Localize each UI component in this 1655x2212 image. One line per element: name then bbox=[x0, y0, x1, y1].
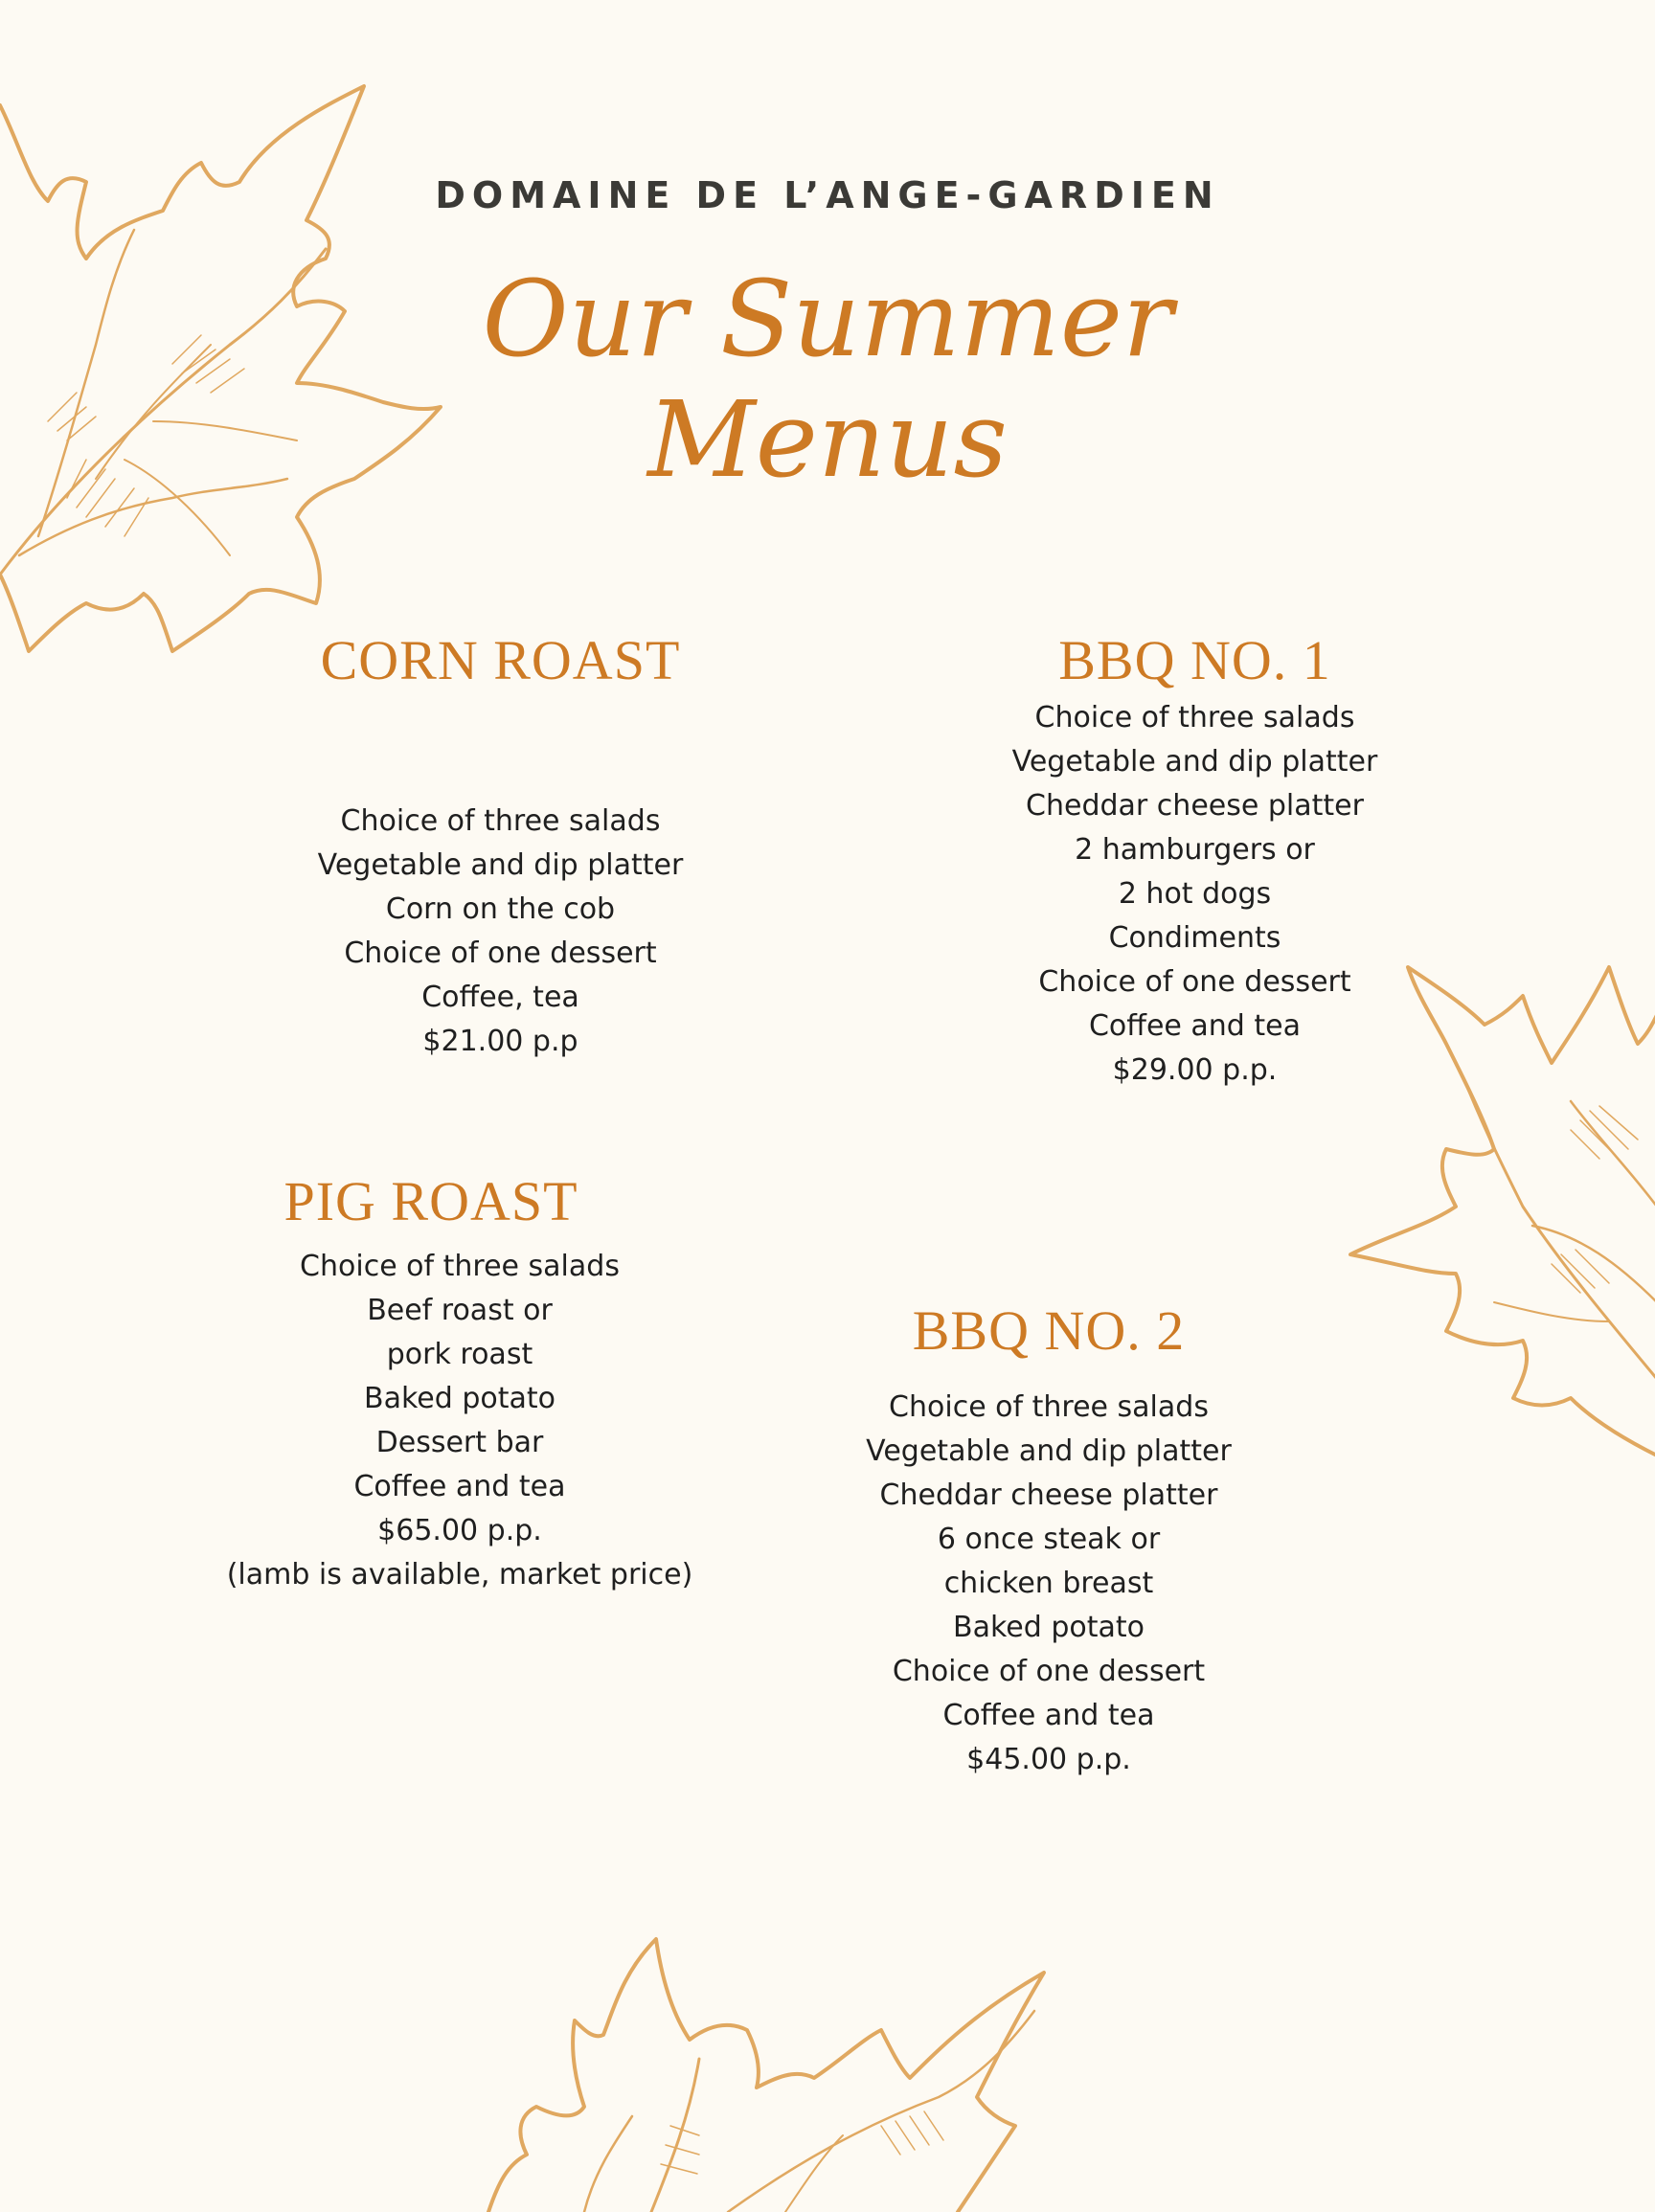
menu-items bbox=[239, 800, 761, 1064]
menu-item: Coffee and tea bbox=[1088, 1009, 1301, 1043]
menu-note: (lamb is available, market price) bbox=[226, 1558, 693, 1591]
menu-item: 2 hot dogs bbox=[1118, 877, 1272, 911]
menu-item: chicken breast bbox=[943, 1567, 1154, 1600]
menu-item: Baked potato bbox=[364, 1382, 555, 1415]
menu-item: Cheddar cheese platter bbox=[1026, 789, 1364, 823]
menu-bbq-1 bbox=[967, 627, 1422, 1093]
menu-item: Choice of three salads bbox=[889, 1390, 1209, 1424]
menu-item: Choice of one dessert bbox=[892, 1655, 1206, 1688]
title-line-2: Menus bbox=[647, 378, 1008, 501]
maple-leaf-icon bbox=[479, 1934, 1073, 2212]
menu-pig-roast bbox=[211, 1168, 709, 1597]
menu-items bbox=[843, 1386, 1255, 1782]
title-line-1: Our Summer bbox=[482, 258, 1173, 380]
menu-corn-roast bbox=[239, 627, 761, 1064]
menu-items bbox=[211, 1245, 709, 1597]
estate-name: DOMAINE DE L’ANGE-GARDIEN bbox=[435, 174, 1220, 216]
menu-item: Vegetable and dip platter bbox=[1011, 745, 1378, 779]
page-title bbox=[0, 259, 1655, 500]
menu-price: $45.00 p.p. bbox=[966, 1743, 1131, 1776]
menu-price: $21.00 p.p bbox=[422, 1025, 578, 1058]
menu-price: $65.00 p.p. bbox=[377, 1514, 542, 1547]
menu-item: Coffee and tea bbox=[942, 1699, 1155, 1732]
menu-item: pork roast bbox=[386, 1338, 533, 1371]
menu-title: PIG ROAST bbox=[283, 1170, 578, 1232]
menu-item: Choice of three salads bbox=[300, 1250, 620, 1283]
menu-title: BBQ NO. 1 bbox=[1058, 629, 1331, 691]
menu-item: Dessert bar bbox=[375, 1426, 544, 1459]
menu-bbq-2 bbox=[843, 1298, 1255, 1782]
menu-item: Choice of one dessert bbox=[344, 937, 657, 970]
menu-item: Coffee and tea bbox=[353, 1470, 566, 1503]
menu-item: Vegetable and dip platter bbox=[866, 1434, 1232, 1468]
menu-item: 6 once steak or bbox=[937, 1523, 1161, 1556]
menu-item: Condiments bbox=[1108, 921, 1281, 955]
menu-item: Baked potato bbox=[953, 1611, 1145, 1644]
menu-items bbox=[967, 696, 1422, 1093]
menu-item: Coffee, tea bbox=[421, 981, 579, 1014]
menu-item: 2 hamburgers or bbox=[1075, 833, 1315, 867]
menu-item: Choice of one dessert bbox=[1038, 965, 1351, 999]
menu-title: CORN ROAST bbox=[320, 629, 681, 691]
menu-item: Choice of three salads bbox=[1034, 701, 1355, 734]
menu-item: Choice of three salads bbox=[340, 804, 661, 838]
menu-item: Vegetable and dip platter bbox=[317, 848, 684, 882]
menu-item: Cheddar cheese platter bbox=[879, 1478, 1218, 1512]
menu-item: Corn on the cob bbox=[385, 892, 616, 926]
menu-price: $29.00 p.p. bbox=[1112, 1053, 1278, 1087]
menu-title: BBQ NO. 2 bbox=[912, 1299, 1186, 1362]
menu-item: Beef roast or bbox=[367, 1294, 553, 1327]
